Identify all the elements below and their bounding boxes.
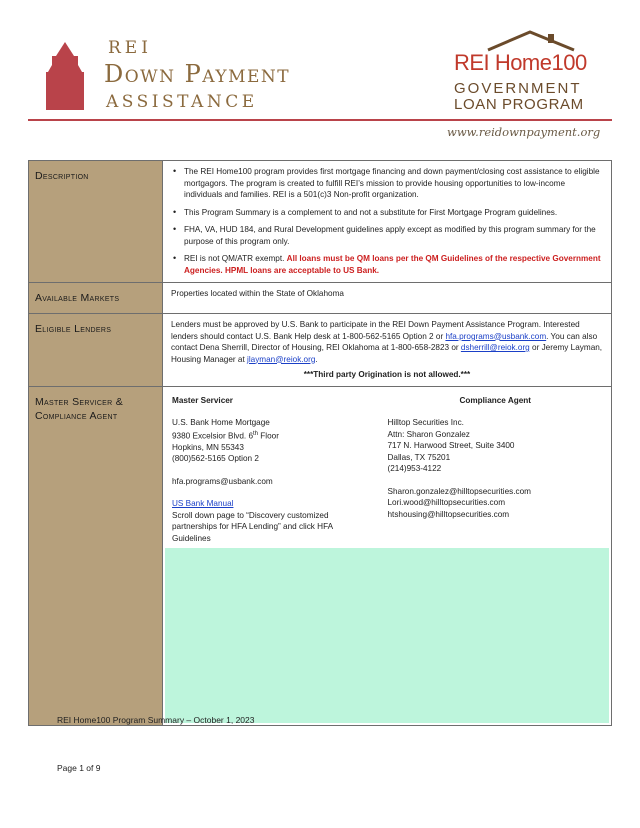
servicer-label: Master Servicer & Compliance Agent — [29, 387, 163, 726]
hfa-programs-email-link[interactable]: hfa.programs@usbank.com — [445, 331, 547, 341]
compliance-email[interactable]: htshousing@hilltopsecurities.com — [387, 509, 510, 519]
page-number: Page 1 of 9 — [57, 763, 101, 773]
logo-assistance-text: ASSISTANCE — [106, 92, 258, 112]
qm-warning-text: All loans must be QM loans per the QM Guidelines of the respective Government Agencies. HPML loans are acceptable to US Bank. — [184, 254, 601, 275]
manual-instructions: Scroll down page to “Discovery customized partnerships for HFA Lending” and click HFA Guidelines — [172, 510, 333, 543]
description-bullets — [171, 166, 603, 276]
header-divider — [28, 119, 612, 121]
lenders-paragraph — [171, 319, 603, 365]
master-servicer-heading: Master Servicer — [172, 395, 233, 405]
master-servicer-city: Hopkins, MN 55343 — [172, 442, 244, 452]
servicer-columns — [163, 387, 611, 549]
qm-plain-text: REI is not QM/ATR exempt. — [184, 254, 287, 263]
compliance-agent-address: 717 N. Harwood Street, Suite 3400 — [387, 441, 515, 450]
home100-home: Home100 — [494, 50, 587, 75]
home100-wordmark — [454, 50, 587, 76]
tpo-note: ***Third party Origination is not allowed.*** — [303, 370, 471, 379]
spacer — [172, 487, 388, 498]
home100-rei: REI — [454, 50, 490, 75]
logo-down-payment-text: Down Payment — [104, 60, 291, 88]
address-sup: th — [253, 430, 259, 437]
compliance-agent-city: Dallas, TX 75201 — [387, 452, 451, 462]
master-servicer-name: U.S. Bank Home Mortgage — [172, 418, 270, 427]
master-servicer-email[interactable]: hfa.programs@usbank.com — [172, 476, 273, 486]
us-bank-manual-link[interactable]: US Bank Manual — [172, 499, 234, 509]
rei-dpa-logo — [40, 38, 330, 118]
footer-summary: REI Home100 Program Summary – October 1, 2023 — [57, 715, 255, 725]
lenders-text-3: or Jeremy Layman, Housing Manager at — [171, 343, 603, 364]
compliance-agent-column — [388, 395, 604, 545]
master-servicer-phone: (800)562-5165 Option 2 — [172, 454, 259, 464]
bullet-item: • The REI Home100 program provides first mortgage financing and down payment/closing cost assistance to eligible mortgagors. The program is created to fulfill REI’s mission to provide housing opportunities to low-income individuals and families. REI is a 501(c)3 Non-profit organization. — [171, 166, 603, 201]
markets-content: Properties located within the State of Oklahoma — [171, 289, 344, 298]
lenders-content — [163, 314, 611, 386]
address-text: 9380 Excelsior Blvd. 6 — [172, 431, 254, 441]
bullet-item-qm — [171, 253, 603, 276]
master-servicer-column — [172, 395, 388, 545]
lenders-row — [29, 314, 611, 387]
markets-row — [29, 283, 611, 314]
bullet-item: • FHA, VA, HUD 184, and Rural Development guidelines apply except as modified by this program summary for the purpose of this program only. — [171, 224, 603, 247]
compliance-agent-name: Hilltop Securities Inc. — [387, 418, 464, 427]
description-label: Description — [29, 161, 163, 282]
rei-home100-logo — [448, 28, 598, 118]
description-row — [29, 161, 611, 283]
highlighted-blank-area — [165, 548, 609, 723]
address-floor: Floor — [258, 431, 279, 441]
lenders-text-1: Lenders must be approved by U.S. Bank to participate in the REI Down Payment Assistance Program. Interested lenders should contact U.S. Bank Help desk at 1-800-562-5165 Option 2 or — [171, 320, 580, 341]
website-url[interactable]: www.reidownpayment.org — [447, 125, 601, 139]
government-text: GOVERNMENT — [454, 80, 582, 97]
compliance-agent-attn: Attn: Sharon Gonzalez — [387, 429, 470, 439]
lenders-text-4: . — [315, 354, 318, 364]
servicer-row — [29, 387, 611, 726]
spacer — [388, 475, 604, 486]
master-servicer-address — [172, 429, 388, 442]
lenders-text-2: . You can also contact Dena Sherrill, Director of Housing, REI Oklahoma at 1-800-658-2823 or — [171, 331, 598, 352]
servicer-content — [163, 387, 611, 726]
compliance-agent-phone: (214)953-4122 — [387, 464, 442, 473]
logo-rei-text: REI — [108, 38, 152, 58]
markets-label: Available Markets — [29, 283, 163, 313]
jlayman-email-link[interactable]: jlayman@reiok.org — [247, 354, 316, 364]
program-summary-table — [28, 160, 612, 726]
compliance-email[interactable]: Lori.wood@hilltopsecurities.com — [387, 498, 506, 507]
dsherrill-email-link[interactable]: dsherrill@reiok.org — [460, 343, 530, 352]
tower-icon — [40, 42, 90, 110]
bullet-item: • This Program Summary is a complement to and not a substitute for First Mortgage Program guidelines. — [171, 207, 603, 219]
spacer — [172, 465, 388, 476]
compliance-email[interactable]: Sharon.gonzalez@hilltopsecurities.com — [387, 486, 531, 496]
lenders-label: Eligible Lenders — [29, 314, 163, 386]
compliance-agent-heading: Compliance Agent — [459, 395, 532, 405]
description-content — [163, 161, 611, 282]
loan-program-text: LOAN PROGRAM — [454, 96, 584, 113]
